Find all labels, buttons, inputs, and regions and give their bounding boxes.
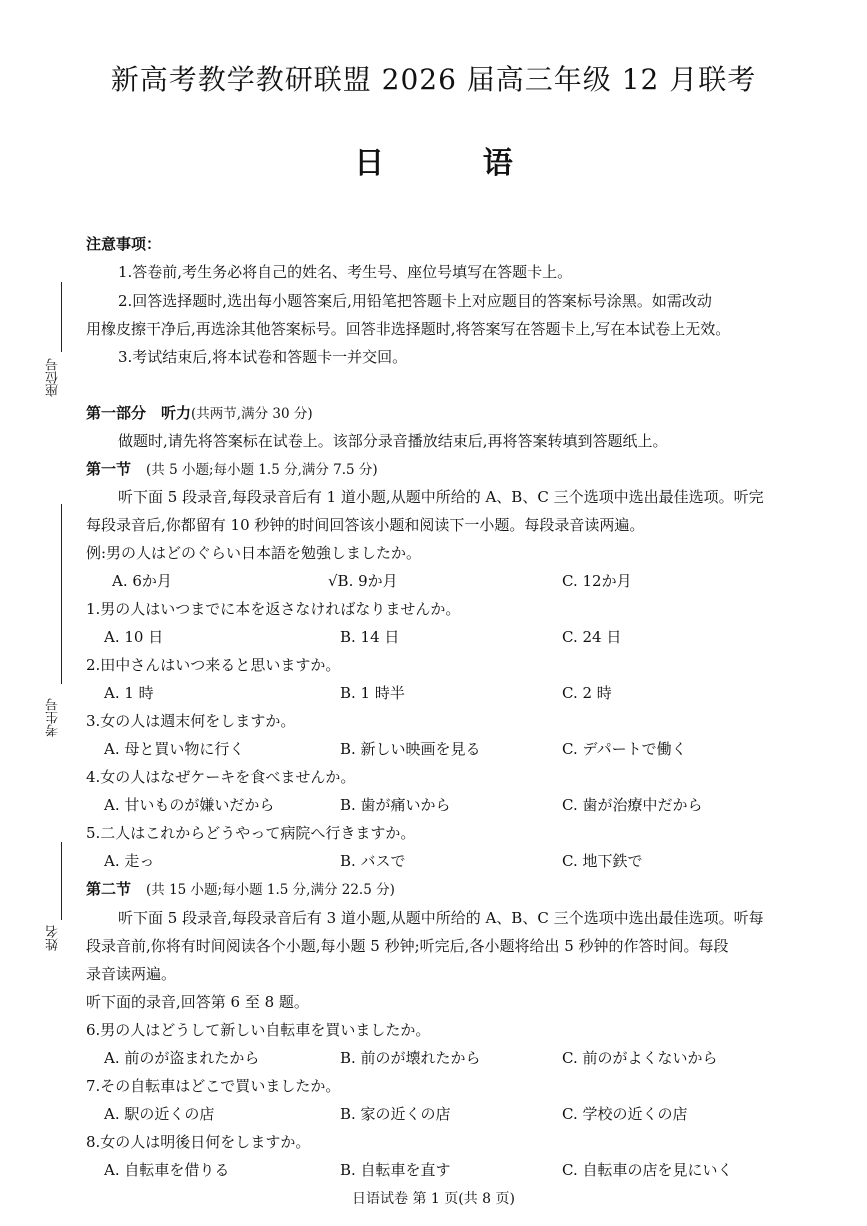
exam-title: 新高考教学教研联盟 2026 届高三年级 12 月联考 [110, 63, 757, 96]
section2-intro: 段录音前,你将有时间阅读各个小题,每小题 5 秒钟;听完后,各小题将给出 5 秒钟的作答时间。每段 [86, 937, 729, 955]
exam-no-line [61, 504, 62, 684]
q8-option-a: A. 自転車を借りる [104, 1161, 230, 1179]
q5-option-a: A. 走っ [104, 852, 155, 870]
part1-intro: 做题时,请先将答案标在试卷上。该部分录音播放结束后,再将答案转填到答题纸上。 [118, 432, 668, 450]
page-footer: 日语试卷 第 1 页(共 8 页) [352, 1191, 515, 1207]
example-option-b: √B. 9か月 [328, 572, 398, 590]
q8-option-b: B. 自転車を直す [340, 1161, 451, 1179]
subject-title: 日 语 [354, 146, 557, 181]
notice-item: 用橡皮擦干净后,再选涂其他答案标号。回答非选择题时,将答案写在答题卡上,写在本试卷上无效。 [86, 320, 731, 338]
section1-heading: 第一节 [86, 460, 132, 478]
section1-intro: 每段录音后,你都留有 10 秒钟的时间回答该小题和阅读下一小题。每段录音读两遍。 [86, 516, 645, 534]
q1-option-a: A. 10 日 [104, 628, 164, 646]
q8-option-c: C. 自転車の店を見にいく [562, 1161, 733, 1179]
exam-no-label: 考生号 [46, 698, 61, 737]
q3-option-a: A. 母と買い物に行く [104, 740, 245, 758]
section1-heading-row [86, 458, 378, 479]
question-3: 3.女の人は週末何をしますか。 [86, 712, 296, 730]
name-line [61, 842, 62, 920]
q1-option-c: C. 24 日 [562, 628, 622, 646]
question-2: 2.田中さんはいつ来ると思いますか。 [86, 656, 341, 674]
part1-heading-row [86, 402, 313, 423]
section2-intro: 录音读两遍。 [86, 965, 177, 983]
part1-note: (共两节,满分 30 分) [191, 406, 313, 422]
seat-line [61, 282, 62, 352]
seat-label: 座位号 [46, 358, 61, 397]
q5-option-c: C. 地下鉄で [562, 852, 643, 870]
question-6: 6.男の人はどうして新しい自転車を買いましたか。 [86, 1021, 431, 1039]
q2-option-b: B. 1 時半 [340, 684, 405, 702]
question-1: 1.男の人はいつまでに本を返さなければなりませんか。 [86, 600, 461, 618]
notice-item: 2.回答选择题时,选出每小题答案后,用铅笔把答题卡上对应题目的答案标号涂黑。如需改动 [118, 292, 712, 310]
q6-option-c: C. 前のがよくないから [562, 1049, 718, 1067]
q3-option-c: C. デパートで働く [562, 740, 687, 758]
section2-note: (共 15 小题;每小题 1.5 分,满分 22.5 分) [146, 882, 395, 898]
question-4: 4.女の人はなぜケーキを食べませんか。 [86, 768, 356, 786]
section1-note: (共 5 小题;每小题 1.5 分,满分 7.5 分) [146, 462, 378, 478]
q6-option-a: A. 前のが盗まれたから [104, 1049, 260, 1067]
notice-item: 1.答卷前,考生务必将自己的姓名、考生号、座位号填写在答题卡上。 [118, 263, 573, 281]
q7-option-c: C. 学校の近くの店 [562, 1105, 688, 1123]
question-5: 5.二人はこれからどうやって病院へ行きますか。 [86, 824, 416, 842]
example-option-a: A. 6か月 [112, 572, 172, 590]
example-question: 例:男の人はどのぐらい日本語を勉強しましたか。 [86, 544, 422, 562]
q4-option-b: B. 歯が痛いから [340, 796, 451, 814]
question-7: 7.その自転車はどこで買いましたか。 [86, 1077, 341, 1095]
q6-option-b: B. 前のが壊れたから [340, 1049, 481, 1067]
q1-option-b: B. 14 日 [340, 628, 400, 646]
q7-option-b: B. 家の近くの店 [340, 1105, 451, 1123]
section2-intro: 听下面 5 段录音,每段录音后有 3 道小题,从题中所给的 A、B、C 三个选项中选出最佳选项。听每 [118, 909, 764, 927]
notice-heading: 注意事项： [86, 235, 162, 253]
section1-intro: 听下面 5 段录音,每段录音后有 1 道小题,从题中所给的 A、B、C 三个选项中选出最佳选项。听完 [118, 488, 764, 506]
question-8: 8.女の人は明後日何をしますか。 [86, 1133, 311, 1151]
example-option-c: C. 12か月 [562, 572, 632, 590]
notice-item: 3.考试结束后,将本试卷和答题卡一并交回。 [118, 348, 408, 366]
section2-heading-row [86, 878, 395, 899]
part1-heading: 第一部分 听力 [86, 404, 192, 422]
section2-heading: 第二节 [86, 880, 132, 898]
q7-option-a: A. 駅の近くの店 [104, 1105, 215, 1123]
q4-option-a: A. 甘いものが嫌いだから [104, 796, 275, 814]
q2-option-a: A. 1 時 [104, 684, 154, 702]
q4-option-c: C. 歯が治療中だから [562, 796, 703, 814]
group-intro: 听下面的录音,回答第 6 至 8 题。 [86, 993, 309, 1011]
q3-option-b: B. 新しい映画を見る [340, 740, 481, 758]
q5-option-b: B. バスで [340, 852, 406, 870]
q2-option-c: C. 2 時 [562, 684, 612, 702]
name-label: 姓名 [46, 925, 61, 951]
